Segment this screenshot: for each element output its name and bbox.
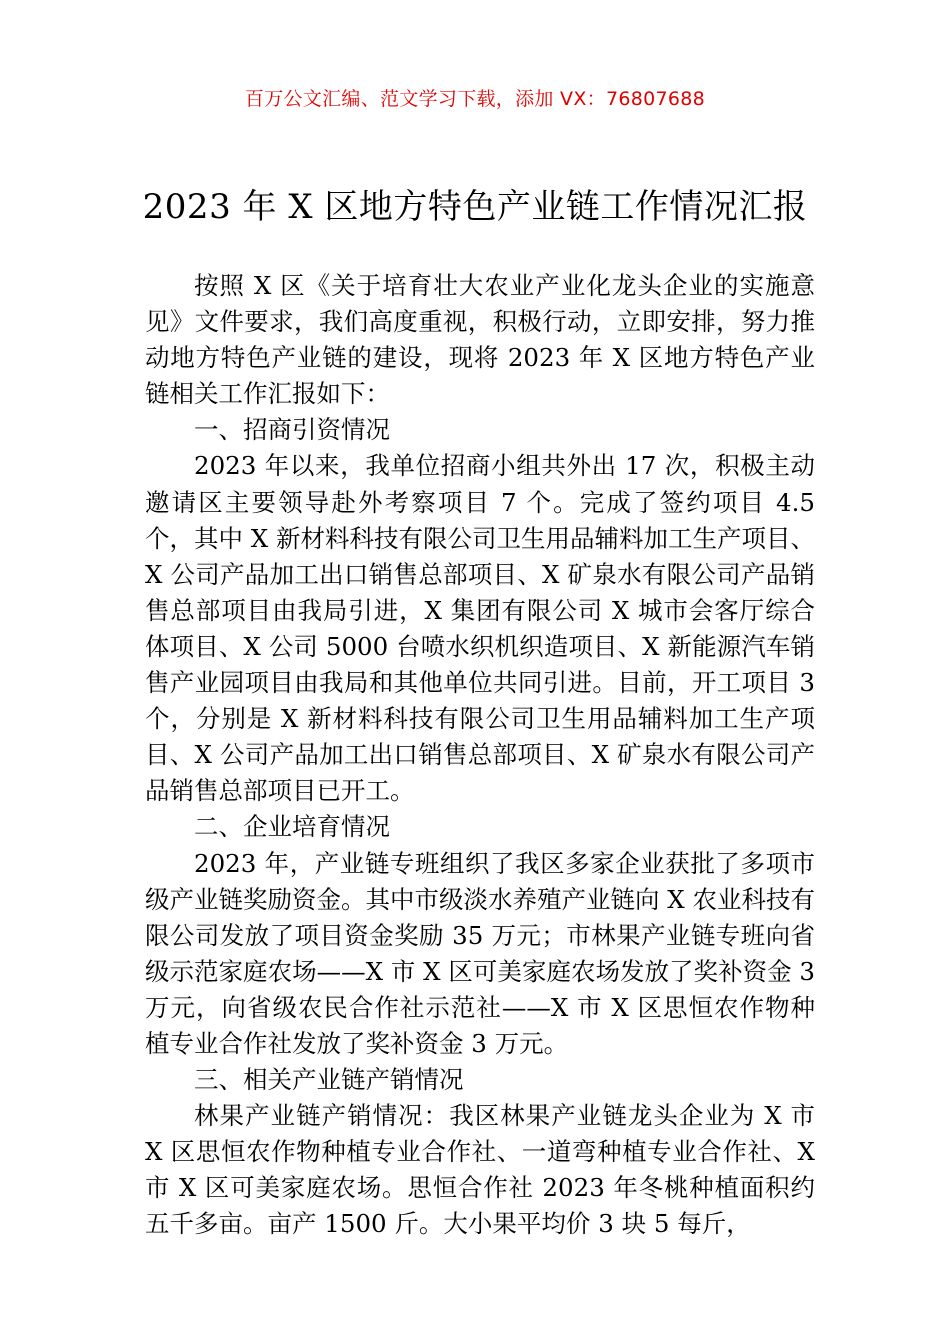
paragraph-investment: 2023 年以来，我单位招商小组共外出 17 次，积极主动邀请区主要领导赴外考察项目 7 个。完成了签约项目 4.5 个，其中 X 新材料科技有限公司卫生用品辅料加工生产项目、X 公司产品加工出口销售总部项目、X 矿泉水有限公司产品销售总部项目由我局引进，X 集团有限公司 X 城市会客厅综合体项目、X 公司 5000 台喷水织机织造项目、X 新能源汽车销售产业园项目由我局和其他单位共同引进。目前，开工项目 3 个，分别是 X 新材料科技有限公司卫生用品辅料加工生产项目、X 公司产品加工出口销售总部项目、X 矿泉水有限公司产品销售总部项目已开工。 bbox=[145, 451, 816, 806]
paragraph-intro: 按照 X 区《关于培育壮大农业产业化龙头企业的实施意见》文件要求，我们高度重视，积极行动，立即安排，努力推动地方特色产业链的建设，现将 2023 年 X 区地方特色产业链相关工作汇报如下： bbox=[145, 271, 815, 409]
document-body bbox=[145, 268, 815, 1243]
paragraph-enterprise: 2023 年，产业链专班组织了我区多家企业获批了多项市级产业链奖励资金。其中市级淡水养殖产业链向 X 农业科技有限公司发放了项目资金奖励 35 万元；市林果产业链专班向省级示范家庭农场——X 市 X 区可美家庭农场发放了奖补资金 3 万元，向省级农民合作社示范社——X 市 X 区思恒农作物种植专业合作社发放了奖补资金 3 万元。 bbox=[145, 848, 816, 1058]
section-heading-enterprise: 二、企业培育情况 bbox=[194, 812, 390, 842]
section-heading-investment: 一、招商引资情况 bbox=[194, 415, 390, 445]
document-title: 2023 年 X 区地方特色产业链工作情况汇报 bbox=[142, 187, 808, 227]
section-heading-production-sales: 三、相关产业链产销情况 bbox=[194, 1065, 464, 1095]
paragraph-production-sales: 林果产业链产销情况：我区林果产业链龙头企业为 X 市 X 区思恒农作物种植专业合作社、一道弯种植专业合作社、X 市 X 区可美家庭农场。思恒合作社 2023 年冬桃种植面积约五千多亩。亩产 1500 斤。大小果平均价 3 块 5 每斤， bbox=[145, 1101, 815, 1239]
header-note: 百万公文汇编、范文学习下载，添加 VX：76807688 bbox=[244, 88, 706, 110]
